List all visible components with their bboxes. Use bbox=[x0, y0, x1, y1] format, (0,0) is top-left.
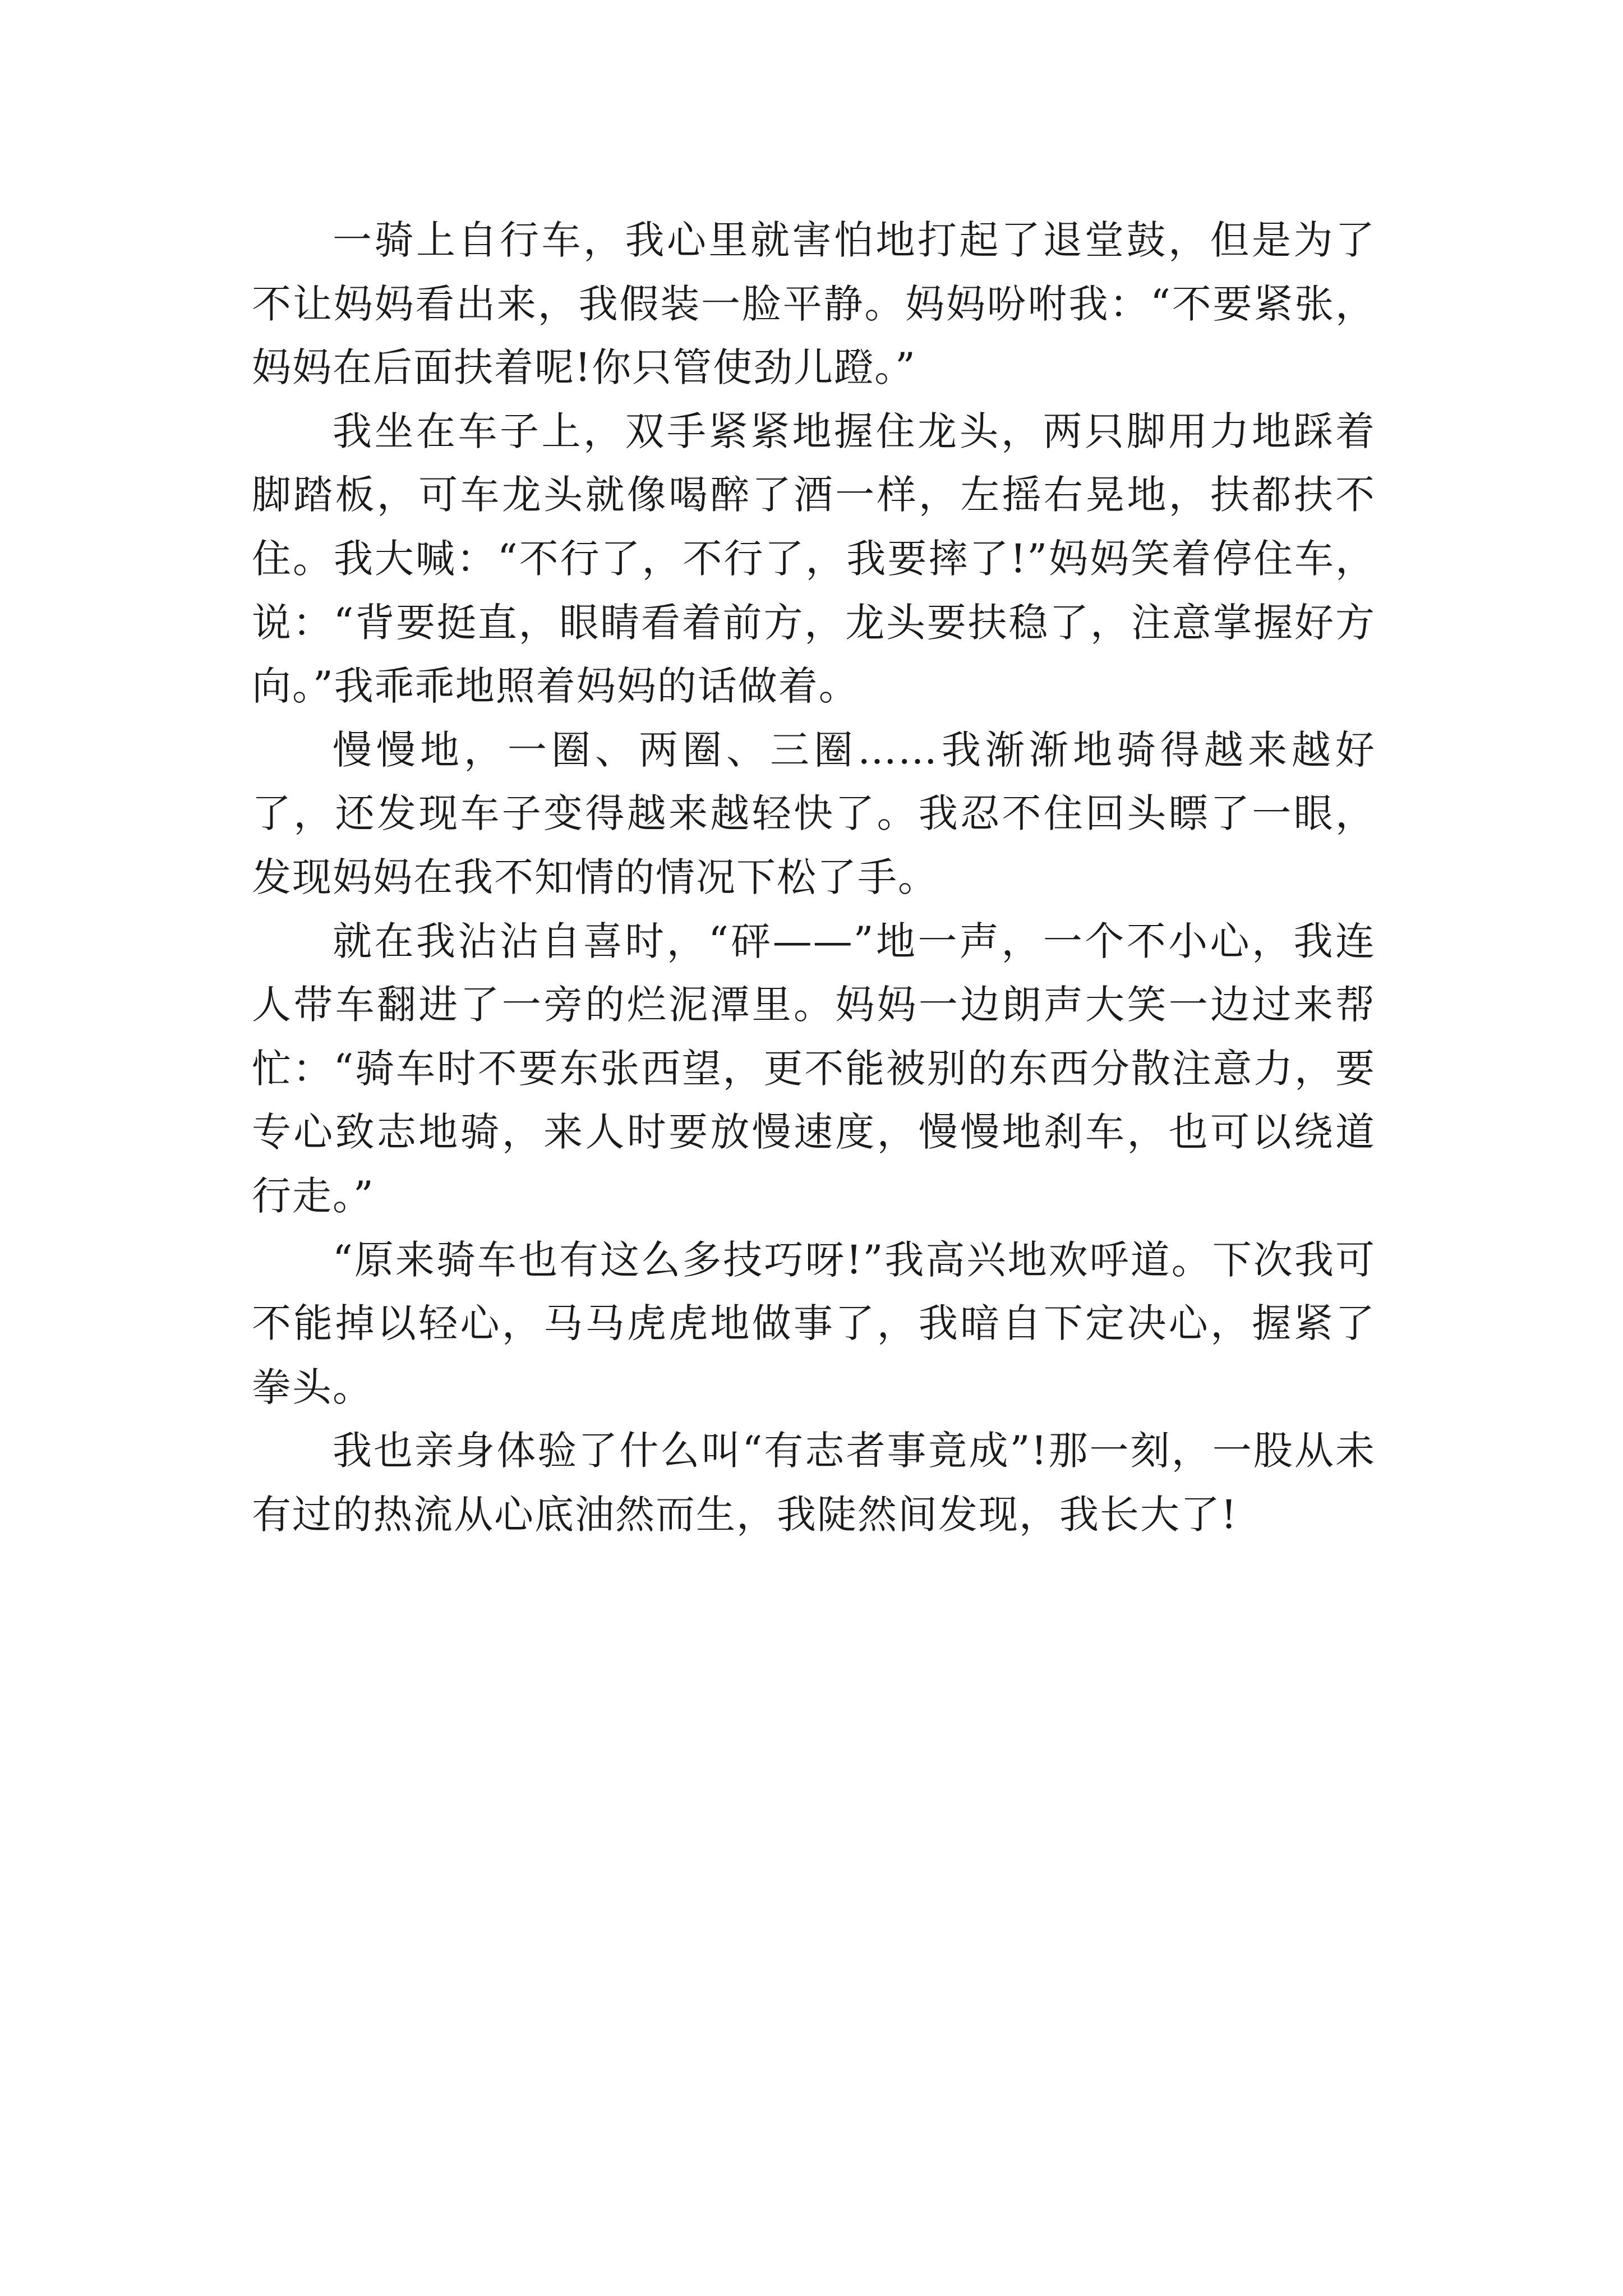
document-body bbox=[252, 209, 1376, 1547]
paragraph-3: 慢慢地，一圈、两圈、三圈……我渐渐地骑得越来越好了，还发现车子变得越来越轻快了。我忍不住回头瞟了一眼，发现妈妈在我不知情的情况下松了手。 bbox=[252, 726, 1376, 900]
paragraph-1: 一骑上自行车，我心里就害怕地打起了退堂鼓，但是为了不让妈妈看出来，我假装一脸平静。妈妈吩咐我：“不要紧张，妈妈在后面扶着呢!你只管使劲儿蹬。” bbox=[252, 217, 1376, 391]
paragraph-4: 就在我沾沾自喜时，“砰——”地一声，一个不小心，我连人带车翻进了一旁的烂泥潭里。妈妈一边朗声大笑一边过来帮忙：“骑车时不要东张西望，更不能被别的东西分散注意力，要专心致志地骑，来人时要放慢速度，慢慢地刹车，也可以绕道行走。” bbox=[252, 918, 1376, 1219]
paragraph-6: 我也亲身体验了什么叫“有志者事竟成”!那一刻，一股从未有过的热流从心底油然而生，我陡然间发现，我长大了! bbox=[252, 1428, 1376, 1538]
paragraph-2: 我坐在车子上，双手紧紧地握住龙头，两只脚用力地踩着脚踏板，可车龙头就像喝醉了酒一样，左摇右晃地，扶都扶不住。我大喊：“不行了，不行了，我要摔了!”妈妈笑着停住车，说：“背要挺直，眼睛看着前方，龙头要扶稳了，注意掌握好方向。”我乖乖地照着妈妈的话做着。 bbox=[252, 408, 1376, 710]
paragraph-5: “原来骑车也有这么多技巧呀!”我高兴地欢呼道。下次我可不能掉以轻心，马马虎虎地做事了，我暗自下定决心，握紧了拳头。 bbox=[252, 1236, 1376, 1410]
